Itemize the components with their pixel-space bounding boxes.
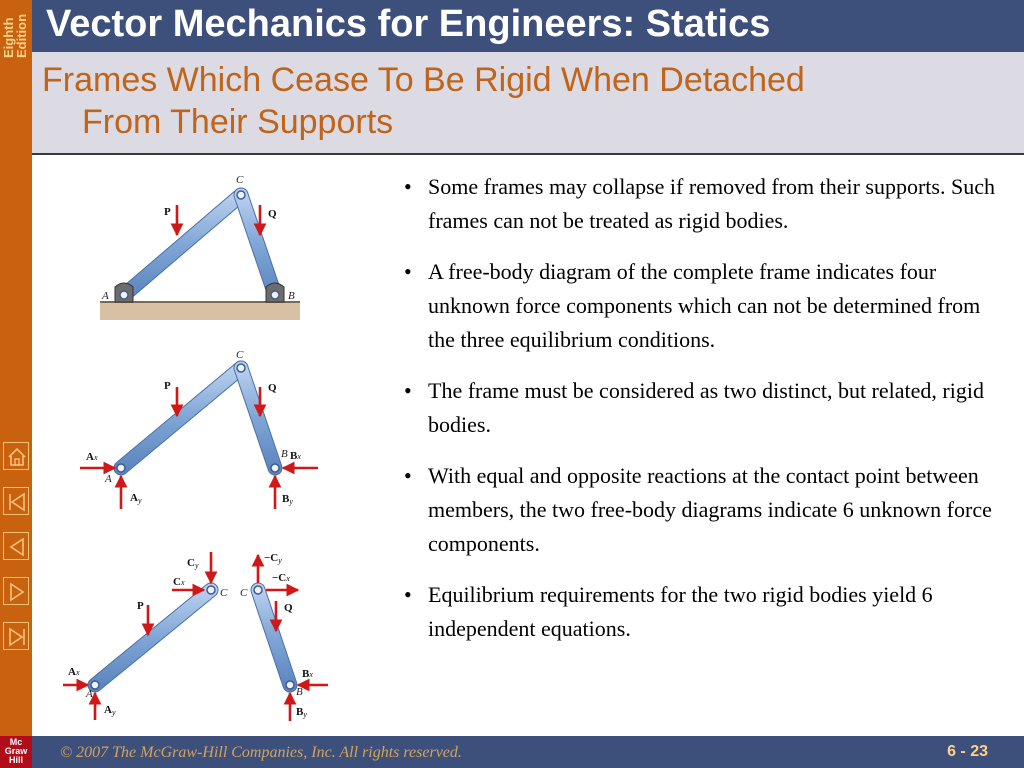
- slide-title-line-1: Frames Which Cease To Be Rigid When Detached: [42, 61, 805, 99]
- label-bx: Bx: [302, 668, 313, 680]
- label-p: P: [164, 206, 171, 218]
- bullet-item: • Equilibrium requirements for the two rigid bodies yield 6 independent equations.: [398, 578, 998, 646]
- sidebar: [0, 0, 32, 768]
- label-a: A: [102, 290, 109, 302]
- label-ay: Ay: [104, 704, 116, 717]
- label-a: A: [105, 473, 112, 485]
- label-p: P: [137, 600, 144, 612]
- pin-a: [120, 291, 128, 299]
- label-q: Q: [268, 208, 277, 220]
- edition-word-2: Edition: [14, 13, 29, 58]
- label-by: By: [296, 706, 307, 719]
- copyright-notice: © 2007 The McGraw-Hill Companies, Inc. All rights reserved.: [60, 744, 462, 761]
- pin-c-left: [207, 586, 215, 594]
- label-ax: Ax: [68, 666, 80, 678]
- figure-two-member-fbds: [63, 552, 328, 721]
- bullet-list: [398, 170, 998, 663]
- label-c: C: [236, 174, 244, 186]
- pin-c-right: [254, 586, 262, 594]
- first-page-button[interactable]: [3, 487, 29, 515]
- label-q: Q: [268, 382, 277, 394]
- label-cy: Cy: [187, 557, 199, 570]
- label-q: Q: [284, 602, 293, 614]
- label-p: P: [164, 380, 171, 392]
- pin-c: [237, 191, 245, 199]
- pin-a: [117, 464, 125, 472]
- publisher-logo: [0, 736, 32, 768]
- page-number: 6 - 23: [947, 743, 988, 760]
- slide-title: [42, 59, 982, 143]
- label-c-right: C: [240, 587, 248, 599]
- previous-icon: [4, 533, 30, 561]
- label-a: A: [86, 688, 93, 700]
- last-page-icon: [4, 623, 30, 651]
- next-icon: [4, 578, 30, 606]
- label-c-left: C: [220, 587, 228, 599]
- pin-b: [271, 464, 279, 472]
- edition-word-1: Eighth: [1, 17, 16, 58]
- home-icon: [4, 443, 30, 471]
- member-ac: [121, 368, 241, 468]
- figure-complete-frame-fbd: [80, 349, 318, 509]
- slide-title-line-2: From Their Supports: [82, 103, 394, 141]
- label-cx: Cx: [173, 576, 185, 588]
- label-by: By: [282, 493, 293, 506]
- pin-b: [286, 681, 294, 689]
- label-ay: Ay: [130, 492, 142, 505]
- logo-line-3: Hill: [8, 755, 23, 765]
- logo-line-1: Mc: [9, 737, 23, 747]
- label-b: B: [288, 290, 295, 302]
- previous-button[interactable]: [3, 532, 29, 560]
- pin-b: [271, 291, 279, 299]
- label-bx: Bx: [290, 450, 301, 462]
- member-ac: [124, 195, 241, 295]
- member-ac: [95, 590, 211, 685]
- last-page-button[interactable]: [3, 622, 29, 650]
- label-b: B: [281, 448, 288, 460]
- first-page-icon: [4, 488, 30, 516]
- footer-bar: [32, 736, 1024, 768]
- label-ax: Ax: [86, 451, 98, 463]
- edition-label: [0, 0, 32, 70]
- label-neg-cy: −Cy: [264, 552, 282, 565]
- ground-hatch: [100, 302, 300, 320]
- bullet-item: • The frame must be considered as two distinct, but related, rigid bodies.: [398, 374, 998, 442]
- next-button[interactable]: [3, 577, 29, 605]
- slide-title-band: [32, 52, 1024, 155]
- label-neg-cx: −Cx: [272, 572, 290, 584]
- logo-line-2: Graw: [4, 746, 28, 756]
- bullet-item: • A free-body diagram of the complete frame indicates four unknown force components which can not be determined from the three equilibrium conditions.: [398, 255, 998, 357]
- header-bar: [32, 0, 1024, 52]
- bullet-item: • Some frames may collapse if removed from their supports. Such frames can not be treated as rigid bodies.: [398, 170, 998, 238]
- label-c: C: [236, 349, 244, 361]
- book-title: Vector Mechanics for Engineers: Statics: [46, 3, 771, 45]
- home-button[interactable]: [3, 442, 29, 470]
- pin-c: [237, 364, 245, 372]
- label-b: B: [296, 686, 303, 698]
- figure-frame-on-supports: [100, 174, 300, 320]
- frame-diagrams: [60, 165, 350, 725]
- bullet-item: • With equal and opposite reactions at the contact point between members, the two free-body diagrams indicate 6 unknown force components.: [398, 459, 998, 561]
